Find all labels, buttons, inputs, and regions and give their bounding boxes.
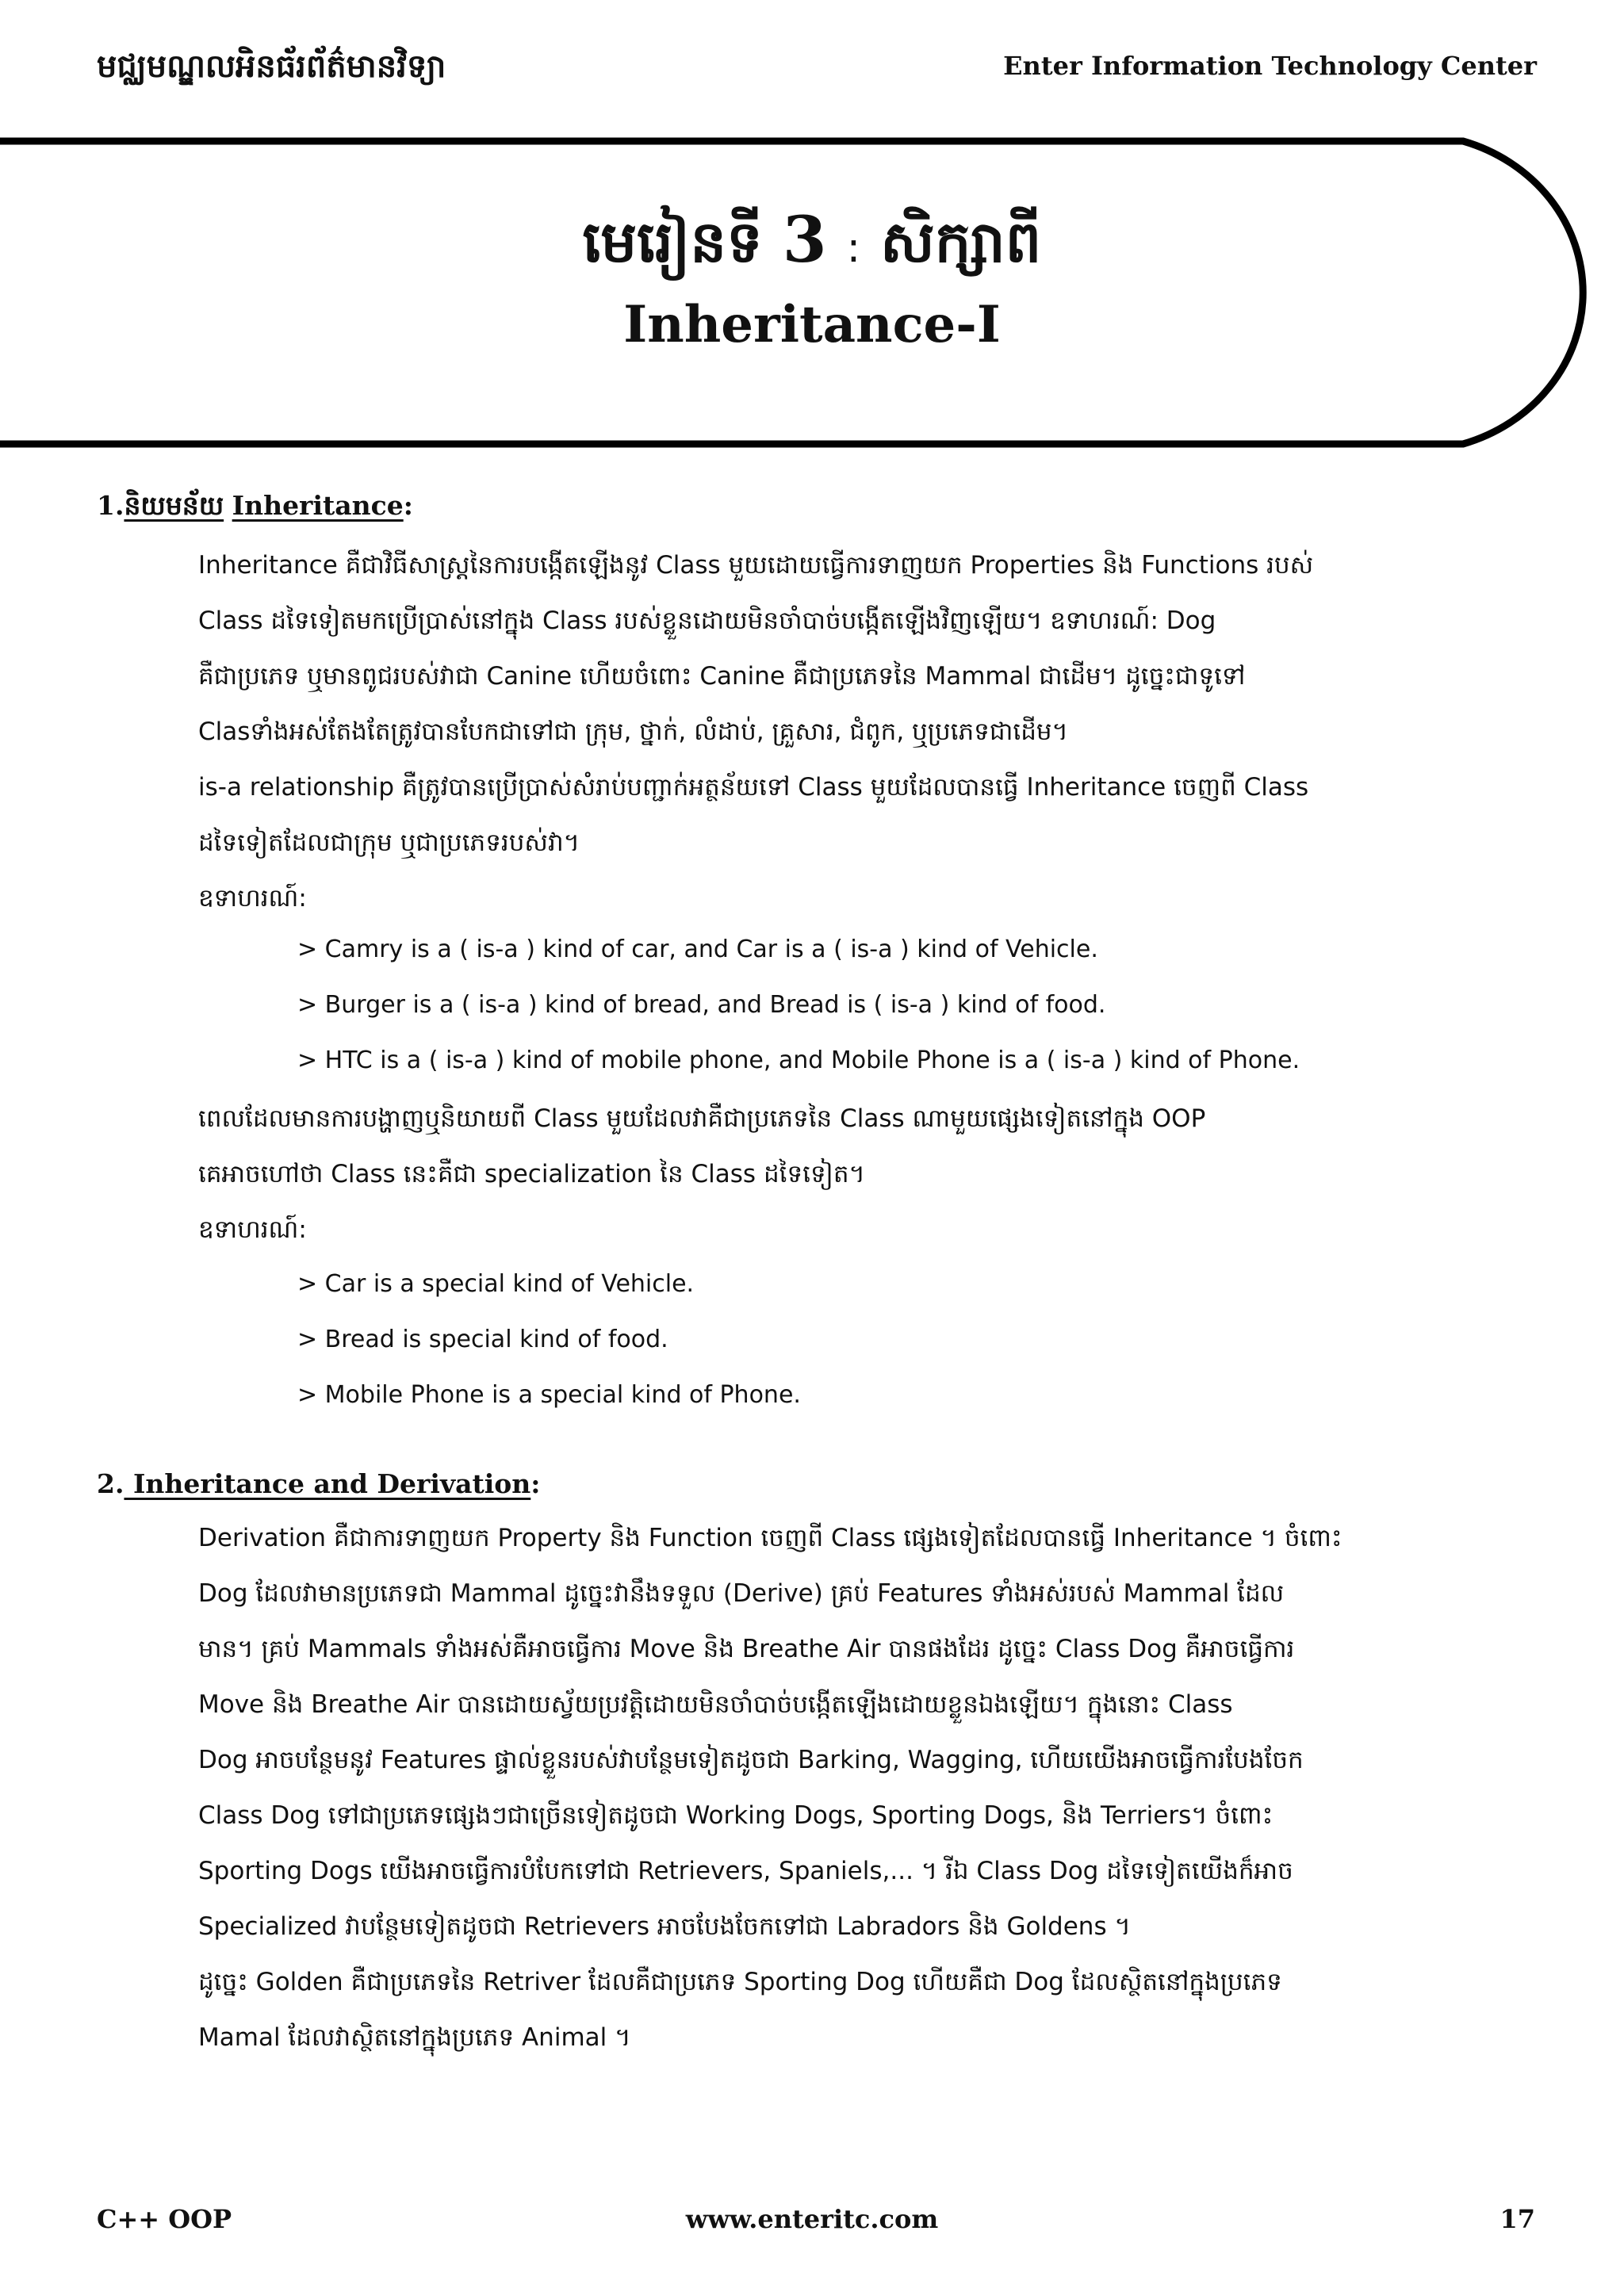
lesson-subtitle: Inheritance-I [623, 295, 1001, 354]
paragraph-line: ដូច្នេះ Golden គឺជាប្រភេទនៃ Retriver ដែលគឺជាប្រភេទ Sporting Dog ហើយគឺជា Dog ដែលស្ថិតនៅក្នុងប្រភេទ [198, 1968, 1282, 1996]
footer-page-number: 17 [1500, 2204, 1535, 2234]
section2-body [198, 1510, 1538, 2065]
example-item: > Camry is a ( is-a ) kind of car, and Car is a ( is-a ) kind of Vehicle. [297, 936, 1098, 963]
paragraph-line: Specialized វាបន្ថែមទៀតដូចជា Retrievers អាចបែងចែកទៅជា Labradors និង Goldens ។ [198, 1912, 1131, 1941]
paragraph-line: Class ដទៃទៀតមកប្រើប្រាស់នៅក្នុង Class របស់ខ្លួនដោយមិនចាំបាច់បង្កើតឡើងវិញឡើយ។ ឧទាហរណ៍: Dog [198, 607, 1216, 635]
paragraph-line: Dog អាចបន្ថែមនូវ Features ផ្ទាល់ខ្លួនរបស់វាបន្ថែមទៀតដូចជា Barking, Wagging, ហើយយើងអាចធ្វើការបែងចែក [198, 1746, 1304, 1774]
paragraph-line: Inheritance គឺជាវិធីសាស្ត្រនៃការបង្កើតឡើងនូវ Class មួយដោយធ្វើការទាញយក Properties និង Functions របស់ [198, 551, 1314, 580]
paragraph-line: Class Dog ទៅជាប្រភេទផ្សេងៗជាច្រើនទៀតដូចជា Working Dogs, Sporting Dogs, និង Terriers។ ចំពោះ [198, 1801, 1274, 1830]
paragraph-line: ពេលដែលមានការបង្ហាញឬនិយាយពី Class មួយដែលវាគឺជាប្រភេទនៃ Class ណាមួយផ្សេងទៀតនៅក្នុង OOP [198, 1104, 1206, 1133]
section2-number: 2. [97, 1468, 124, 1499]
section1-heading-khmer: និយមន័យ [124, 490, 224, 521]
lesson-number: 3 [782, 202, 827, 277]
lesson-topic: សិក្សាពី [880, 209, 1042, 275]
paragraph-line: is-a relationship គឺត្រូវបានប្រើប្រាស់សំរាប់បញ្ជាក់អត្ថន័យទៅ Class មួយដែលបានធ្វើ Inheritance ចេញពី Class [198, 773, 1309, 802]
footer-course: C++ OOP [97, 2204, 232, 2234]
paragraph-line: Move និង Breathe Air បានដោយស្វ័យប្រវត្តិដោយមិនចាំបាច់បង្កើតឡើងដោយខ្លួនឯងឡើយ។ ក្នុងនោះ Class [198, 1690, 1233, 1719]
section1-heading-english: Inheritance [232, 490, 404, 521]
section2-heading-text: Inheritance and Derivation [124, 1468, 531, 1499]
section1-colon: : [403, 490, 413, 521]
example-item: > Bread is special kind of food. [297, 1326, 668, 1353]
example-item: > Burger is a ( is-a ) kind of bread, and Bread is ( is-a ) kind of food. [297, 991, 1106, 1019]
lesson-separator: : [846, 224, 861, 272]
header-english-name: Enter Information Technology Center [1003, 51, 1537, 81]
paragraph-line: Mamal ដែលវាស្ថិតនៅក្នុងប្រភេទ Animal ។ [198, 2023, 631, 2052]
paragraph-line: ឧទាហរណ៍: [198, 884, 307, 913]
paragraph-line: Derivation គឺជាការទាញយក Property និង Function ចេញពី Class ផ្សេងទៀតដែលបានធ្វើ Inheritance ។ ចំពោះ [198, 1524, 1342, 1552]
paragraph-line: Sporting Dogs យើងអាចធ្វើការបំបែកទៅជា Retrievers, Spaniels,... ។ រីឯ Class Dog ដទៃទៀតយើងក៏អាច [198, 1857, 1293, 1885]
lesson-prefix: មេរៀនទី [582, 209, 763, 275]
paragraph-line: ឧទាហរណ៍: [198, 1215, 307, 1244]
paragraph-line: ដទៃទៀតដែលជាក្រុម ឬជាប្រភេទរបស់វា។ [198, 828, 580, 857]
paragraph-line: មាន។ គ្រប់ Mammals ទាំងអស់គឺអាចធ្វើការ Move និង Breathe Air បានផងដែរ ដូច្នេះ Class Dog គឺអាចធ្វើការ [198, 1635, 1295, 1663]
example-item: > Mobile Phone is a special kind of Phone. [297, 1381, 801, 1409]
lesson-title [0, 202, 1624, 290]
paragraph-line: គេអាចហៅថា Class នេះគឺជា specialization នៃ Class ដទៃទៀត។ [198, 1160, 865, 1188]
header-khmer-name: មជ្ឈមណ្ឌលអិនធ័រព័ត៌មានវិទ្យា [97, 48, 446, 85]
section2-heading [97, 1468, 540, 1499]
section1-specialization [198, 1091, 1538, 1257]
example-item: > HTC is a ( is-a ) kind of mobile phone, and Mobile Phone is a ( is-a ) kind of Phone. [297, 1047, 1300, 1074]
paragraph-line: Dog ដែលវាមានប្រភេទជា Mammal ដូច្នេះវានឹងទទួល (Derive) គ្រប់ Features ទាំងអស់របស់ Mammal ដែល [198, 1579, 1285, 1608]
example-item: > Car is a special kind of Vehicle. [297, 1270, 695, 1298]
paragraph-line: Clasទាំងអស់តែងតែត្រូវបានបែកជាទៅជា ក្រុម, ថ្នាក់, លំដាប់, គ្រួសារ, ជំពូក, ឬប្រភេទជាដើម។ [198, 718, 1068, 746]
paragraph-line: គឺជាប្រភេទ ឬមានពូជរបស់វាជា Canine ហើយចំពោះ Canine គឺជាប្រភេទនៃ Mammal ជាដើម។ ដូច្នេះជាទូទៅ [198, 662, 1246, 691]
section2-colon: : [530, 1468, 541, 1499]
section1-heading [97, 490, 413, 528]
section1-number: 1. [97, 490, 124, 521]
section1-intro [198, 538, 1538, 926]
footer-website: www.enteritc.com [685, 2204, 939, 2234]
